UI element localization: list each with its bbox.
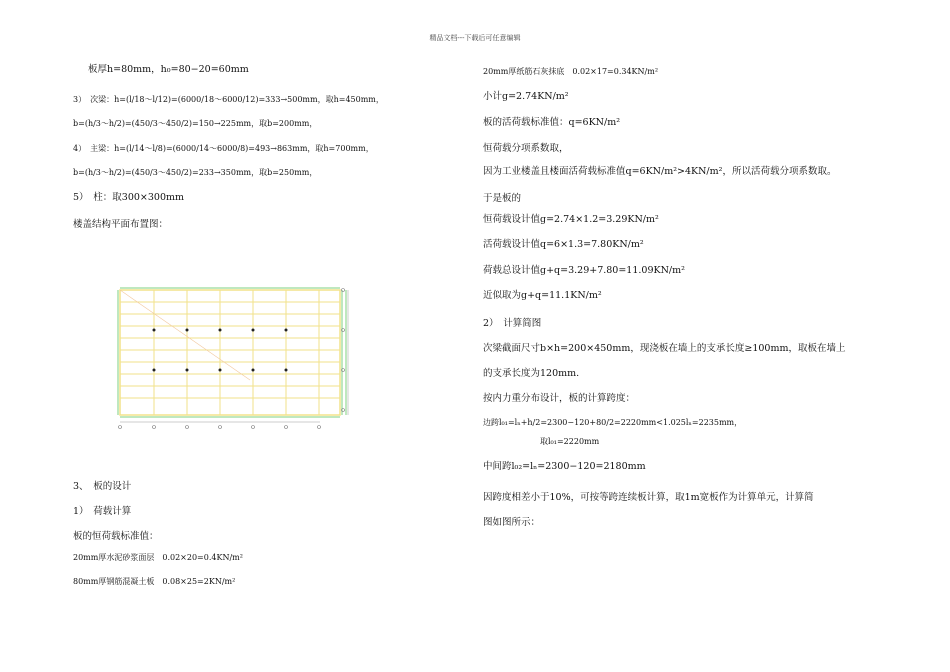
text-line: 于是板的	[483, 193, 522, 204]
text-line: 中间跨l₀₂=lₙ=2300−120=2180mm	[483, 461, 646, 472]
outer-frame	[120, 290, 340, 415]
text-line: 板的恒荷载标准值：	[73, 531, 159, 542]
column-marker	[153, 329, 156, 332]
text-line: 板的活荷载标准值：q=6KN/m²	[483, 117, 621, 128]
floor-plan-drawing	[100, 280, 370, 440]
text-line: 5） 柱：取300×300mm	[73, 192, 185, 203]
column-marker	[153, 369, 156, 372]
text-line: 取l₀₁=2220mm	[540, 437, 600, 446]
text-line: 图如图所示：	[483, 517, 541, 528]
subsection-heading: 2） 计算简图	[483, 318, 542, 329]
text-line: 近似取为g+q=11.1KN/m²	[483, 290, 602, 301]
page-header: 精品文档---下载后可任意编辑	[429, 34, 521, 42]
section-caption: 楼盖结构平面布置图：	[73, 219, 169, 230]
text-line: 边跨l₀₁=lₙ+h/2=2300−120+80/2=2220mm<1.025lₙ=2235mm，	[483, 418, 743, 427]
text-line: 活荷载设计值q=6×1.3=7.80KN/m²	[483, 239, 644, 250]
text-line: 荷载总设计值g+q=3.29+7.80=11.09KN/m²	[483, 265, 685, 276]
text-line: 的支承长度为120mm.	[483, 368, 580, 379]
column-marker	[252, 329, 255, 332]
text-line: 3） 次梁：h=(l/18～l/12)=(6000/18～6000/12)=333→500mm，取h=450mm，	[73, 95, 384, 104]
text-line: 因为工业楼盖且楼面活荷载标准值q=6KN/m²>4KN/m²，所以活荷载分项系数取。	[483, 166, 837, 177]
text-line: 4） 主梁：h=(l/14～l/8)=(6000/14～6000/8)=493→863mm，取h=700mm，	[73, 144, 374, 153]
text-line: 按内力重分布设计，板的计算跨度：	[483, 393, 636, 404]
subsection-heading: 1） 荷载计算	[73, 506, 132, 517]
text-line: b=(h/3～h/2)=(450/3～450/2)=150→225mm，取b=200mm，	[73, 119, 318, 128]
text-line: 80mm厚钢筋混凝土板 0.08×25=2KN/m²	[73, 577, 236, 586]
column-marker	[186, 369, 189, 372]
text-line: 板厚h=80mm，h₀=80−20=60mm	[88, 64, 249, 75]
column-marker	[186, 329, 189, 332]
section-heading: 3、 板的设计	[73, 481, 132, 492]
text-line: 20mm厚纸筋石灰抹底 0.02×17=0.34KN/m²	[483, 67, 659, 76]
text-line: b=(h/3～h/2)=(450/3～450/2)=233→350mm，取b=250mm，	[73, 168, 318, 177]
text-line: 因跨度相差小于10%，可按等跨连续板计算，取1m宽板作为计算单元，计算简	[483, 492, 814, 503]
column-marker	[219, 369, 222, 372]
column-marker	[219, 329, 222, 332]
text-line: 20mm厚水泥砂浆面层 0.02×20=0.4KN/m²	[73, 553, 243, 562]
text-line: 次梁截面尺寸b×h=200×450mm，现浇板在墙上的支承长度≥100mm，取板在墙上	[483, 343, 846, 354]
text-line: 小计g=2.74KN/m²	[483, 91, 569, 102]
text-line: 恒荷载分项系数取，	[483, 143, 569, 154]
column-marker	[252, 369, 255, 372]
column-marker	[285, 369, 288, 372]
text-line: 恒荷载设计值g=2.74×1.2=3.29KN/m²	[483, 214, 659, 225]
column-marker	[285, 329, 288, 332]
